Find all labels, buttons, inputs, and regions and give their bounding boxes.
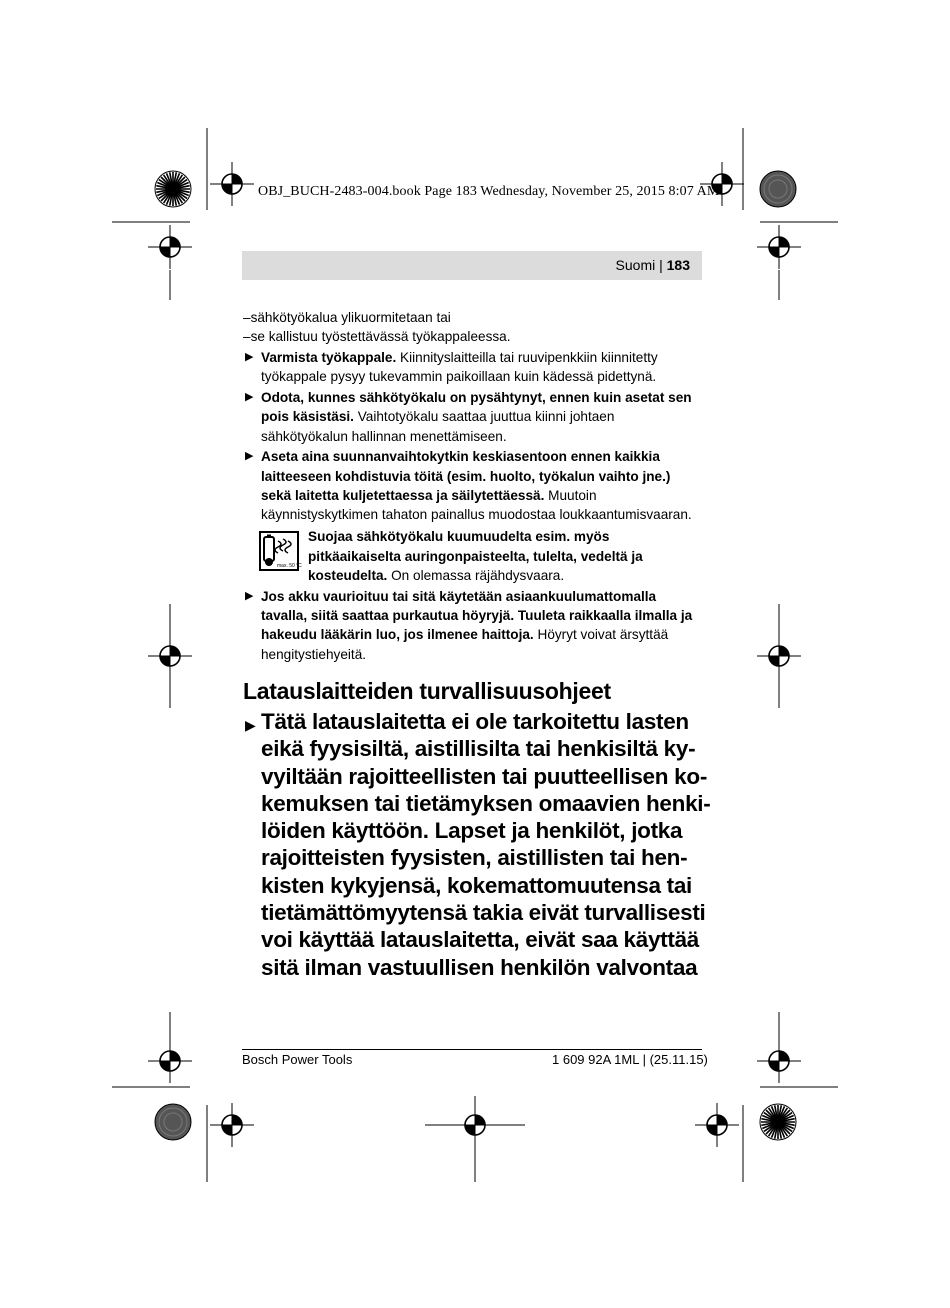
bullet-item: ▶ Jos akku vaurioituu tai sitä käytetään asiaankuulumattomalla tavalla, siitä saattaa purkautua höyryjä. Tuuleta raikkaalla ilmalla ja hakeudu lääkärin luo, jos ilmenee haittoja. Höyryt voivat ärsyttää hengitystiehyeitä. bbox=[245, 588, 693, 662]
footer-doc-id: 1 609 92A 1ML | (25.11.15) bbox=[552, 1052, 708, 1067]
bullet-item: ▶ Varmista työkappale. Kiinnityslaitteilla tai ruuvipenkkiin kiinnitetty työkappale pysyy tukevammin paikoillaan kuin kädessä pidettynä. bbox=[245, 349, 658, 385]
battery-heat-warning-icon bbox=[259, 531, 302, 571]
print-info-line: OBJ_BUCH-2483-004.book Page 183 Wednesday, November 25, 2015 8:07 AM bbox=[258, 184, 720, 199]
charger-warning-line: vyiltään rajoitteellisten tai puutteellisen ko- bbox=[261, 763, 708, 789]
triangle-bullet-icon: ▶ bbox=[245, 450, 254, 463]
footer-brand: Bosch Power Tools bbox=[242, 1052, 353, 1067]
charger-warning-line: eikä fyysisiltä, aistillisilta tai henkisiltä ky- bbox=[261, 736, 696, 762]
triangle-bullet-icon: ▶ bbox=[245, 717, 256, 733]
icon-label: max. 50 °C bbox=[277, 563, 302, 570]
charger-warning-line: tietämättömyytensä takia eivät turvallisesti bbox=[261, 900, 706, 926]
bullet-item: ▶ Aseta aina suunnanvaihtokytkin keskiasentoon ennen kaikkia laitteeseen kohdistuvia töitä (esim. huolto, työkalun vaihto jne.) sekä laitetta kuljetettaessa ja säilytettäessä. Muutoin käynnistyskytkimen tahaton painallus muodostaa loukkaantumisvaaran. bbox=[245, 449, 692, 523]
page-header-bar bbox=[242, 251, 702, 280]
safety-content bbox=[243, 308, 703, 664]
charger-warning-line: kisten kykyjensä, kokemattomuutensa tai bbox=[261, 872, 692, 898]
triangle-bullet-icon: ▶ bbox=[245, 589, 254, 602]
dash-item: –se kallistuu työstettävässä työkappaleessa. bbox=[243, 329, 511, 345]
header-language: Suomi bbox=[615, 257, 656, 273]
triangle-bullet-icon: ▶ bbox=[245, 350, 254, 363]
header-separator: | bbox=[659, 257, 663, 273]
charger-warning-line: voi käyttää latauslaitetta, eivät saa käyttää bbox=[261, 927, 699, 953]
page-header bbox=[616, 257, 690, 273]
section-title: Latauslaitteiden turvallisuusohjeet bbox=[243, 678, 611, 704]
charger-warning-line: Tätä latauslaitetta ei ole tarkoitettu lasten bbox=[261, 709, 689, 734]
page-number: 183 bbox=[666, 257, 690, 273]
charger-warning-line: rajoitteisten fyysisten, aistillisten tai hen- bbox=[261, 845, 688, 871]
dash-item: –sähkötyökalua ylikuormitetaan tai bbox=[243, 310, 451, 325]
charger-warning-text bbox=[243, 708, 713, 981]
triangle-bullet-icon: ▶ bbox=[245, 390, 254, 403]
charger-warning-bullet bbox=[243, 708, 713, 981]
charger-warning-line: löiden käyttöön. Lapset ja henkilöt, jotka bbox=[261, 818, 683, 844]
heat-warning: max. 50 °C Suojaa sähkötyökalu kuumuudelta esim. myös pitkäaikaiselta auringonpaisteelta, tulelta, vedeltä ja kosteudelta. On olemassa räjähdysvaara. bbox=[243, 527, 703, 585]
bullet-item: ▶ Odota, kunnes sähkötyökalu on pysähtynyt, ennen kuin asetat sen pois käsistäsi. Vaihtotyökalu saattaa juuttua kiinni johtaen sähkötyökalun hallinnan menettämiseen. bbox=[245, 389, 692, 444]
footer-rule bbox=[242, 1049, 702, 1050]
charger-warning-line: sitä ilman vastuullisen henkilön valvontaa bbox=[261, 954, 698, 980]
charger-warning-line: kemuksen tai tietämyksen omaavien henki- bbox=[261, 790, 711, 816]
